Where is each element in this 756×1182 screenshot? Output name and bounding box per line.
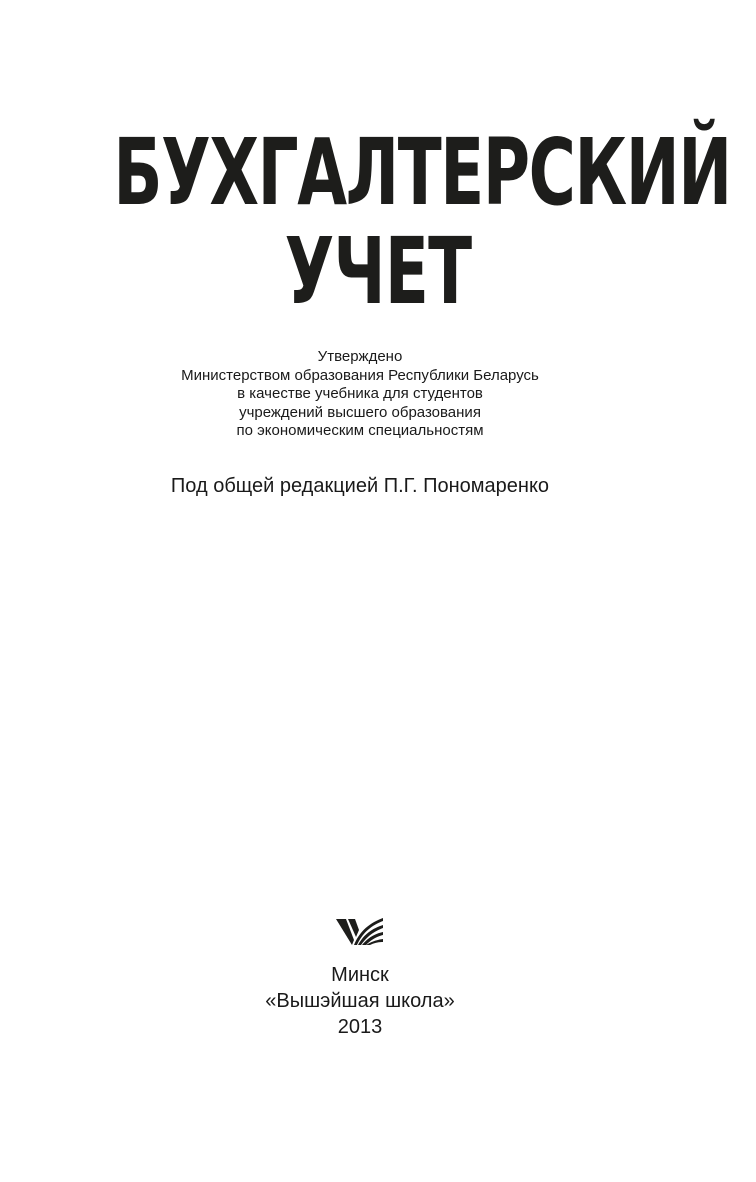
publisher-name: «Вышэйшая школа» <box>265 990 455 1012</box>
approval-line: Утверждено <box>317 348 403 365</box>
publisher-imprint <box>0 962 720 1040</box>
book-title-line-2: УЧЕТ <box>284 218 472 325</box>
editor-line: Под общей редакцией П.Г. Пономаренко <box>170 475 550 497</box>
approval-statement <box>0 348 720 441</box>
book-title-line-1: БУХГАЛТЕРСКИЙ <box>113 119 731 226</box>
approval-line: по экономическим специальностям <box>236 422 484 439</box>
publisher-logo-icon <box>335 915 385 949</box>
approval-line: в качестве учебника для студентов <box>237 385 483 402</box>
approval-line: Министерством образования Республики Беларусь <box>181 366 539 384</box>
publication-year: 2013 <box>337 1016 383 1038</box>
approval-line: учреждений высшего образования <box>239 403 481 421</box>
publisher-city: Минск <box>331 964 389 986</box>
